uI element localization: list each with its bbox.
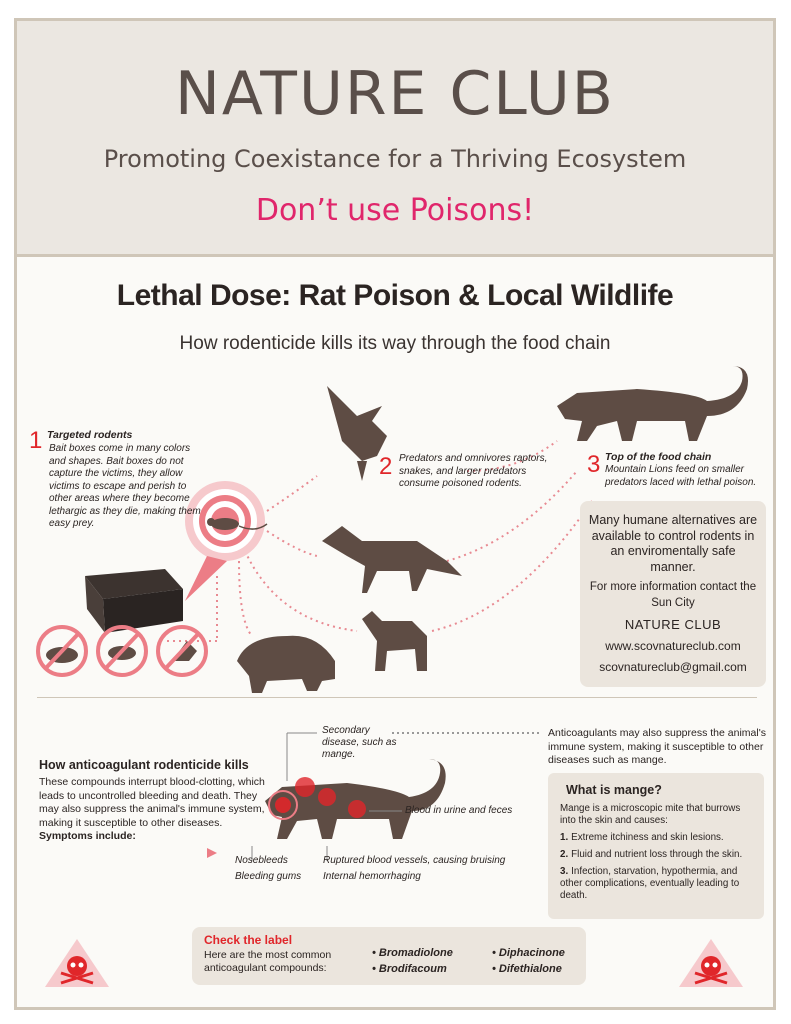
anticoagulant-heading: How anticoagulant rodenticide kills bbox=[39, 758, 249, 772]
label-internal-hemorrhaging: Internal hemorrhaging bbox=[323, 871, 421, 882]
club-title: NATURE CLUB bbox=[175, 59, 615, 129]
symptoms-label: Symptoms include: bbox=[39, 830, 136, 842]
step-1-title: Targeted rodents bbox=[47, 429, 133, 441]
boar-silhouette bbox=[237, 636, 335, 693]
anticoagulant-text bbox=[39, 776, 267, 844]
poster-frame bbox=[14, 18, 776, 1010]
lion-symptoms-illustration bbox=[265, 759, 446, 839]
small-animal-targets bbox=[38, 627, 206, 675]
path-to-boar bbox=[239, 561, 252, 636]
check-label-heading: Check the label bbox=[204, 933, 293, 947]
path-bobcat-lion bbox=[432, 501, 592, 631]
label-nosebleeds: Nosebleeds bbox=[235, 855, 288, 866]
skull-warning-icon-right bbox=[679, 939, 743, 987]
info-alternatives: Many humane alternatives are available to control rodents in an enviromentally safe manner. bbox=[588, 513, 758, 574]
club-subtitle: Promoting Coexistance for a Thriving Ecosystem bbox=[103, 145, 687, 173]
fox-silhouette bbox=[322, 526, 462, 593]
main-title: Lethal Dose: Rat Poison & Local Wildlife bbox=[116, 279, 674, 312]
mange-list bbox=[560, 832, 752, 902]
mange-item: 2. Fluid and nutrient loss through the skin. bbox=[560, 849, 743, 860]
info-org: NATURE CLUB bbox=[624, 617, 722, 632]
check-label-text: Here are the most common anticoagulant compounds: bbox=[204, 949, 332, 974]
path-to-raptor bbox=[267, 476, 317, 511]
label-blood-urine: Blood in urine and feces bbox=[405, 805, 513, 816]
check-label-box bbox=[192, 927, 586, 985]
mange-item: 1. Extreme itchiness and skin lesions. bbox=[560, 832, 724, 843]
bobcat-silhouette bbox=[362, 611, 427, 671]
skull-warning-icon-left bbox=[45, 939, 109, 987]
raptor-silhouette bbox=[327, 386, 387, 481]
mange-box bbox=[548, 773, 764, 919]
info-website-link[interactable]: www.scovnatureclub.com bbox=[605, 639, 741, 653]
info-box bbox=[580, 501, 766, 687]
bait-box-illustration bbox=[85, 569, 183, 633]
info-email-link[interactable]: scovnatureclub@gmail.com bbox=[599, 660, 747, 674]
mange-heading: What is mange? bbox=[566, 783, 662, 797]
label-bleeding-gums: Bleeding gums bbox=[235, 871, 302, 882]
step-2-number: 2 bbox=[379, 453, 393, 480]
section-divider bbox=[37, 697, 757, 698]
step-3-number: 3 bbox=[587, 451, 601, 478]
info-contact: For more information contact the Sun City bbox=[589, 581, 757, 609]
immune-note: Anticoagulants may also suppress the animal's immune system, making it susceptible to other diseases such as mange. bbox=[548, 727, 766, 766]
step-3-title: Top of the food chain bbox=[605, 451, 712, 463]
path-to-bobcat bbox=[245, 551, 357, 631]
label-ruptured-vessels: Ruptured blood vessels, causing bruising bbox=[323, 855, 506, 866]
step-1-text: Bait boxes come in many colors and shapes. Bait boxes do not capture the victims, they allow victims to escape and perish to other areas where they become lethargic as they die, making them easy prey. bbox=[49, 443, 201, 529]
warning-text: Don’t use Poisons! bbox=[255, 193, 535, 228]
step-1-number: 1 bbox=[29, 427, 43, 454]
mange-intro: Mange is a microscopic mite that burrows into the skin and causes: bbox=[560, 803, 741, 826]
main-subtitle: How rodenticide kills its way through the food chain bbox=[179, 333, 611, 354]
mange-item: 3. Infection, starvation, hypothermia, and other complications, eventually leading to death. bbox=[560, 866, 740, 901]
anticoagulant-body: These compounds interrupt blood-clotting, which leads to uncontrolled bleeding and death. They may also suppress the animal's immune system, making it susceptible to other diseases. bbox=[39, 776, 265, 829]
compound-diphacinone: • Diphacinone bbox=[492, 947, 565, 959]
path-to-fox bbox=[267, 531, 317, 556]
step-2-text: Predators and omnivores raptors, snakes, and larger predators consume poisoned rodents. bbox=[399, 453, 548, 489]
step-3-text: Mountain Lions feed on smaller predators laced with lethal poison. bbox=[605, 464, 757, 488]
compound-brodifacoum: • Brodifacoum bbox=[372, 963, 447, 975]
compound-bromadiolone: • Bromadiolone bbox=[372, 947, 453, 959]
mountain-lion-silhouette bbox=[557, 366, 748, 441]
label-secondary-disease: Secondary disease, such as mange. bbox=[322, 725, 397, 760]
symptoms-arrow-icon bbox=[207, 848, 217, 858]
compound-difethialone: • Difethialone bbox=[492, 963, 562, 975]
